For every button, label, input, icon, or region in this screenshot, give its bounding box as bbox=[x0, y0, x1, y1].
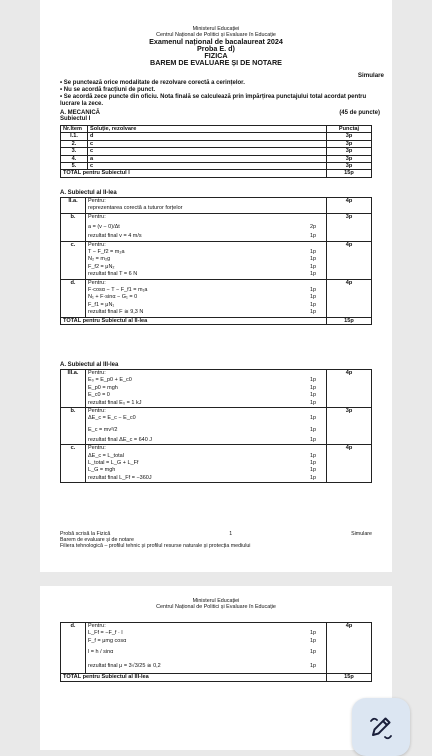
proba-label: Proba E. d) bbox=[197, 44, 235, 53]
section-heading: A. MECANICĂ (45 de puncte) Subiectul I bbox=[60, 110, 380, 123]
barem-title: BAREM DE EVALUARE ȘI DE NOTARE bbox=[150, 58, 282, 67]
sub2-table bbox=[60, 197, 372, 325]
item-row-b: b. Pentru: a = (v − 0)/Δt 2p rezultat final v = 4 m/s 1p 3p bbox=[61, 213, 372, 241]
table-header: Nr.Item Soluție, rezolvare Punctaj bbox=[61, 126, 372, 133]
center-name: Centrul Național de Politici și Evaluare în Educație bbox=[156, 32, 276, 38]
sub1-title: Subiectul I bbox=[60, 116, 91, 123]
table-row: 4. a 3p bbox=[61, 155, 372, 162]
table-total-row: TOTAL pentru Subiectul al II-lea 15p bbox=[61, 317, 372, 324]
sub2-title: A. Subiectul al II-lea bbox=[60, 190, 117, 196]
sub1-table bbox=[60, 125, 372, 178]
document-page-2 bbox=[40, 586, 392, 750]
table-total-row: TOTAL pentru Subiectul al III-lea 15p bbox=[61, 674, 372, 681]
table-total-row: TOTAL pentru Subiectul I 15p bbox=[61, 170, 372, 177]
rule-item: • Se punctează orice modalitate de rezolvare corectă a cerințelor. bbox=[60, 80, 245, 86]
rules-list bbox=[60, 80, 380, 108]
rule-item: • Nu se acordă fracțiuni de punct. bbox=[60, 87, 156, 93]
page-footer: Probă scrisă la Fizică 1 Simulare Barem de evaluare și de notare Filiera tehnologică – profilul tehnic și profilul resurse naturale și protecția mediului bbox=[60, 531, 372, 549]
table-row: I.1. d 3p bbox=[61, 133, 372, 140]
center-name: Centrul Național de Politici și Evaluare în Educație bbox=[156, 604, 276, 610]
sub3-table-continued bbox=[60, 622, 372, 682]
item-row-b: b. Pentru: ΔE_c = E_c − E_c0 1p E_c = mv²/2 1p rezultat final ΔE_c = 640 J 1p 3p bbox=[61, 408, 372, 445]
item-row-d: d. Pentru: F·cosα − T − F_f1 = m₁a 1p N₁ + F·sinα − G₁ = 0 1p F_f1 = μN₁ 1p rezultat final F ≅ 9,3 N 1p 4p bbox=[61, 279, 372, 317]
item-row-d: d. Pentru: L_Ff = −F_f · l 1p F_f = μmg cosα 1p l = h / sinα 1p rezultat final μ = 3√3/25 ≅ 0,2 1p 4p bbox=[61, 623, 372, 674]
exam-title: Examenul național de bacalaureat 2024 bbox=[149, 37, 283, 46]
sub3-table bbox=[60, 369, 372, 483]
sub3-title: A. Subiectul al III-lea bbox=[60, 362, 119, 368]
ministry-name: Ministerul Educației bbox=[192, 598, 240, 604]
edit-pencil-icon bbox=[366, 712, 396, 742]
table-row: 3. c 3p bbox=[61, 148, 372, 155]
table-row: 2. c 3p bbox=[61, 140, 372, 147]
subject-label: FIZICA bbox=[204, 51, 228, 60]
item-row-a: II.a. Pentru: reprezentarea corectă a tuturor forțelor 4p bbox=[61, 198, 372, 214]
table-row: 5. c 3p bbox=[61, 163, 372, 170]
item-row-a: III.a. Pentru: E₀ = E_p0 + E_c0 1p E_p0 = mgh 1p E_c0 = 0 1p rezultat final E₀ = 1 kJ 1p 4p bbox=[61, 370, 372, 408]
item-row-c: c. Pentru: T − F_f2 = m₂a 1p N₂ = m₂g 1p F_f2 = μN₂ 1p rezultat final T = 6 N 1p 4p bbox=[61, 241, 372, 279]
variant-label: Simulare bbox=[357, 72, 384, 79]
rule-item: • Se acordă zece puncte din oficiu. Nota finală se calculează prin împărțirea punctajului total acordat pentru lucrare la zece. bbox=[60, 94, 367, 107]
document-page-1 bbox=[40, 0, 392, 572]
edit-button[interactable] bbox=[352, 698, 410, 756]
ministry-name: Ministerul Educației bbox=[192, 26, 240, 32]
item-row-c: c. Pentru: ΔE_c = L_total 1p L_total = L_G + L_Ff 1p L_G = mgh 1p rezultat final L_Ff = −360J 1p 4p bbox=[61, 445, 372, 483]
